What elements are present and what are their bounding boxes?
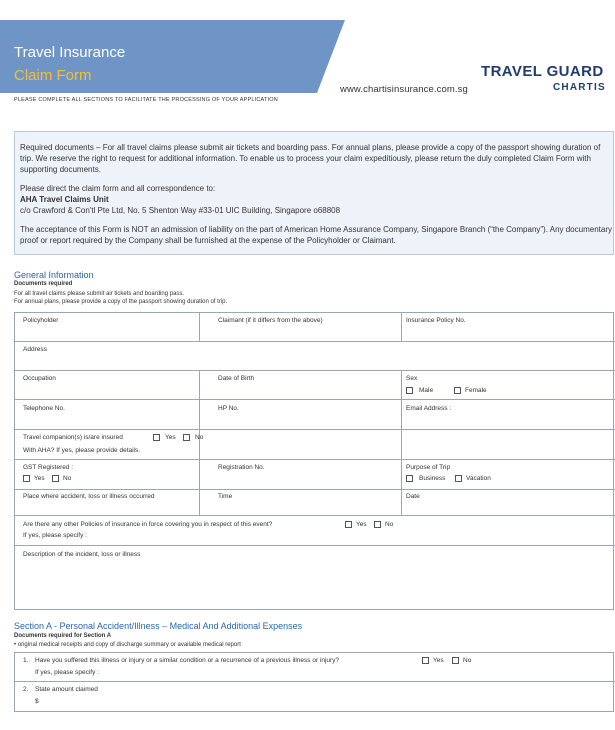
purpose-label: Purpose of Trip bbox=[406, 464, 451, 471]
gst-yes-checkbox[interactable] bbox=[23, 475, 30, 482]
docs-line1: Required documents – For all travel claims please submit air tickets and boarding pass. For annual plans, please provide a copy of the passport showing duration of bbox=[20, 143, 601, 152]
form-title-line2: Claim Form bbox=[14, 67, 92, 84]
female-checkbox[interactable] bbox=[454, 387, 461, 394]
q1-yes-label: Yes bbox=[433, 657, 444, 664]
q1-yes-checkbox[interactable] bbox=[422, 657, 429, 664]
telephone-label: Telephone No. bbox=[23, 405, 65, 412]
brand-logo-sub: CHARTIS bbox=[553, 82, 606, 93]
gst-yes-label: Yes bbox=[34, 475, 45, 482]
other-policies-specify-label: If yes, please specify : bbox=[23, 532, 87, 539]
col-divider bbox=[199, 313, 200, 341]
business-checkbox[interactable] bbox=[406, 475, 413, 482]
other-policies-label: Are there any other Policies of insurance in force covering you in respect of this event? bbox=[23, 521, 273, 528]
col-divider bbox=[199, 370, 200, 459]
vacation-label: Vacation bbox=[466, 475, 491, 482]
claims-unit: AHA Travel Claims Unit bbox=[20, 195, 109, 204]
acceptance-line2: proof or report required by the Company shall be furnished at the expense of the Policyholder or Claimant. bbox=[20, 236, 396, 245]
q1-no-label: No bbox=[463, 657, 472, 664]
q2-dollar: $ bbox=[35, 698, 39, 705]
address-label: Address bbox=[23, 346, 47, 353]
policyholder-label: Policyholder bbox=[23, 317, 59, 324]
occupation-label: Occupation bbox=[23, 375, 56, 382]
section-a-docs-required: Documents required for Section A bbox=[14, 633, 112, 639]
col-divider bbox=[401, 370, 402, 459]
time-label: Time bbox=[218, 493, 233, 500]
sex-label: Sex bbox=[406, 375, 418, 382]
row-divider bbox=[15, 370, 615, 371]
date-label: Date bbox=[406, 493, 420, 500]
other-policies-yes-checkbox[interactable] bbox=[345, 521, 352, 528]
docs-line2: trip. We reserve the right to request for additional information. To enable us to process your claim expeditiously, please return the duly completed Claim Form with bbox=[20, 154, 591, 163]
description-label: Description of the incident, loss or illness bbox=[23, 551, 141, 558]
col-divider bbox=[401, 459, 402, 515]
info-box bbox=[14, 131, 614, 255]
q1-no-checkbox[interactable] bbox=[452, 657, 459, 664]
row-divider bbox=[15, 515, 615, 516]
registration-label: Registration No. bbox=[218, 464, 265, 471]
row-divider bbox=[15, 681, 615, 682]
companion-label: Travel companion(s) is/are insured bbox=[23, 434, 123, 441]
policy-number-label: Insurance Policy No. bbox=[406, 317, 466, 324]
brand-logo-name: TRAVEL GUARD bbox=[481, 63, 604, 80]
instruction-text: PLEASE COMPLETE ALL SECTIONS TO FACILITATE THE PROCESSING OF YOUR APPLICATION bbox=[14, 97, 278, 103]
direct-text: Please direct the claim form and all correspondence to: bbox=[20, 184, 216, 193]
acceptance-line1: The acceptance of this Form is NOT an admission of liability on the part of American Home Assurance Company, Singapore Branch (“the Company”). Any documentary bbox=[20, 225, 612, 234]
male-checkbox[interactable] bbox=[406, 387, 413, 394]
male-label: Male bbox=[419, 387, 434, 394]
vacation-checkbox[interactable] bbox=[455, 475, 462, 482]
section-a-form bbox=[14, 652, 614, 712]
hp-label: HP No. bbox=[218, 405, 239, 412]
q1-label: Have you suffered this illness or injury or a similar condition or a recurrence of a previous illness or injury? bbox=[35, 657, 340, 664]
female-label: Female bbox=[465, 387, 487, 394]
gst-label: GST Registered : bbox=[23, 464, 74, 471]
other-policies-yes-label: Yes bbox=[356, 521, 367, 528]
q2-number: 2. bbox=[23, 686, 29, 693]
companion-yes-checkbox[interactable] bbox=[153, 434, 160, 441]
general-note2: For annual plans, please provide a copy of the passport showing duration of trip. bbox=[14, 299, 228, 305]
row-divider bbox=[15, 489, 615, 490]
email-label: Email Address : bbox=[406, 405, 452, 412]
website-link[interactable]: www.chartisinsurance.com.sg bbox=[340, 84, 468, 95]
dob-label: Date of Birth bbox=[218, 375, 255, 382]
q2-label: State amount claimed bbox=[35, 686, 98, 693]
general-info-form bbox=[14, 312, 614, 610]
claimant-label: Claimant (if it differs from the above) bbox=[218, 317, 323, 324]
row-divider bbox=[15, 399, 615, 400]
general-info-title: General Information bbox=[14, 270, 94, 280]
row-divider bbox=[15, 459, 615, 460]
gst-no-label: No bbox=[63, 475, 72, 482]
form-title-line1: Travel Insurance bbox=[14, 44, 126, 61]
row-divider bbox=[15, 341, 615, 342]
col-divider bbox=[401, 313, 402, 341]
row-divider bbox=[15, 545, 615, 546]
q1-number: 1. bbox=[23, 657, 29, 664]
with-aha-label: With AHA? If yes, please provide details. bbox=[23, 447, 141, 454]
unit-address: c/o Crawford & Con'tl Pte Ltd, No. 5 Shenton Way #33-01 UIC Building, Singapore o68808 bbox=[20, 206, 341, 215]
general-note1: For all travel claims please submit air tickets and boarding pass. bbox=[14, 291, 185, 297]
col-divider bbox=[199, 459, 200, 515]
section-a-title: Section A - Personal Accident/Illness – Medical And Additional Expenses bbox=[14, 621, 303, 631]
gst-no-checkbox[interactable] bbox=[52, 475, 59, 482]
other-policies-no-checkbox[interactable] bbox=[374, 521, 381, 528]
row-divider bbox=[15, 429, 615, 430]
place-label: Place where accident, loss or illness occurred bbox=[23, 493, 155, 500]
section-a-bullet: • original medical receipts and copy of discharge summary or available medical report bbox=[14, 642, 241, 648]
companion-yes-label: Yes bbox=[165, 434, 176, 441]
other-policies-no-label: No bbox=[385, 521, 394, 528]
business-label: Business bbox=[419, 475, 446, 482]
docs-line3: supporting documents. bbox=[20, 165, 101, 174]
general-docs-required: Documents required bbox=[14, 281, 73, 287]
companion-no-checkbox[interactable] bbox=[183, 434, 190, 441]
companion-no-label: No bbox=[195, 434, 204, 441]
q1-specify-label: If yes, please specify : bbox=[35, 669, 99, 676]
